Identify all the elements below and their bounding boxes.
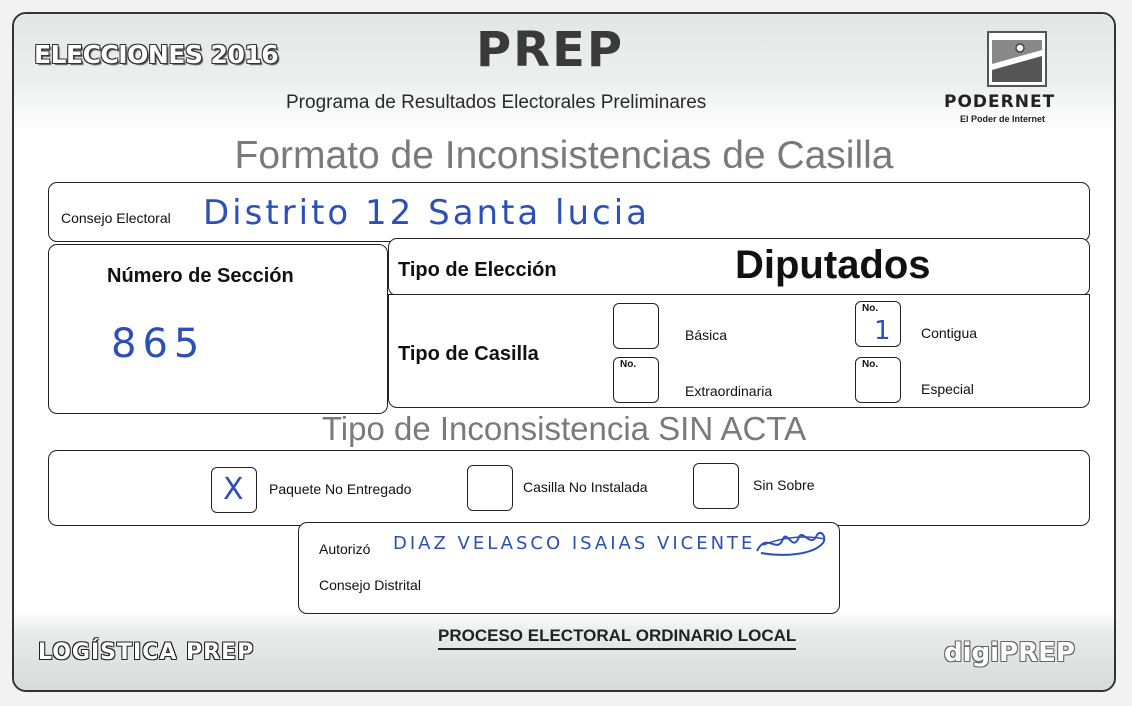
numero-seccion-field: [48, 244, 388, 414]
inconsistencia-options: [48, 450, 1090, 526]
paquete-no-entregado-label: Paquete No Entregado: [269, 481, 412, 497]
extraordinaria-checkbox[interactable]: [613, 357, 659, 403]
extraordinaria-no-label: No.: [620, 359, 637, 370]
especial-label: Especial: [921, 381, 974, 397]
autorizo-label: Autorizó: [319, 541, 371, 557]
tipo-eleccion-label: Tipo de Elección: [398, 259, 557, 281]
casilla-no-instalada-label: Casilla No Instalada: [523, 479, 648, 495]
sin-sobre-checkbox[interactable]: [693, 463, 739, 509]
inconsistency-form-card: [12, 12, 1116, 692]
podernet-brand: PODERNET: [944, 92, 1056, 112]
contigua-label: Contigua: [921, 325, 978, 341]
podernet-tagline: El Poder de Internet: [960, 114, 1046, 124]
especial-no-label: No.: [862, 359, 879, 370]
inconsistencia-title: Tipo de Inconsistencia SIN ACTA: [321, 410, 807, 447]
elecciones-title: ELECCIONES 2016: [34, 40, 279, 69]
consejo-electoral-value: Distrito 12 Santa lucia: [203, 193, 651, 233]
autorizo-value: DIAZ VELASCO ISAIAS VICENTE: [393, 533, 756, 554]
paquete-no-entregado-checkbox[interactable]: [211, 467, 257, 513]
sin-sobre-label: Sin Sobre: [753, 477, 815, 493]
form-title: Formato de Inconsistencias de Casilla: [234, 134, 894, 177]
programa-subtitle: Programa de Resultados Electorales Preliminares: [286, 92, 707, 113]
numero-seccion-label: Número de Sección: [107, 265, 294, 287]
digiprep-logo: digiPREP: [944, 638, 1075, 668]
contigua-checkbox[interactable]: [855, 301, 901, 347]
proceso-electoral-label: PROCESO ELECTORAL ORDINARIO LOCAL: [438, 626, 796, 650]
tipo-casilla-label: Tipo de Casilla: [398, 343, 539, 365]
autorizo-field: [298, 522, 840, 614]
extraordinaria-label: Extraordinaria: [685, 383, 773, 399]
especial-checkbox[interactable]: [855, 357, 901, 403]
consejo-electoral-label: Consejo Electoral: [61, 210, 171, 226]
consejo-distrital-label: Consejo Distrital: [319, 577, 421, 593]
contigua-no-label: No.: [862, 303, 879, 314]
basica-label: Básica: [685, 327, 728, 343]
casilla-no-instalada-checkbox[interactable]: [467, 465, 513, 511]
numero-seccion-value: 865: [111, 321, 206, 367]
basica-checkbox[interactable]: [613, 303, 659, 349]
tipo-casilla-field: [388, 294, 1090, 408]
prep-logo-text: PREP: [476, 22, 625, 78]
tipo-eleccion-field: [388, 238, 1090, 296]
contigua-number: 1: [874, 316, 891, 346]
podernet-logo-icon: [986, 30, 1048, 88]
consejo-electoral-field: [48, 182, 1090, 242]
logistica-prep-logo: LOGÍSTICA PREP: [38, 640, 255, 665]
paquete-no-entregado-mark: X: [223, 472, 244, 507]
tipo-eleccion-value: Diputados: [735, 243, 931, 287]
signature-scribble: [753, 525, 829, 561]
